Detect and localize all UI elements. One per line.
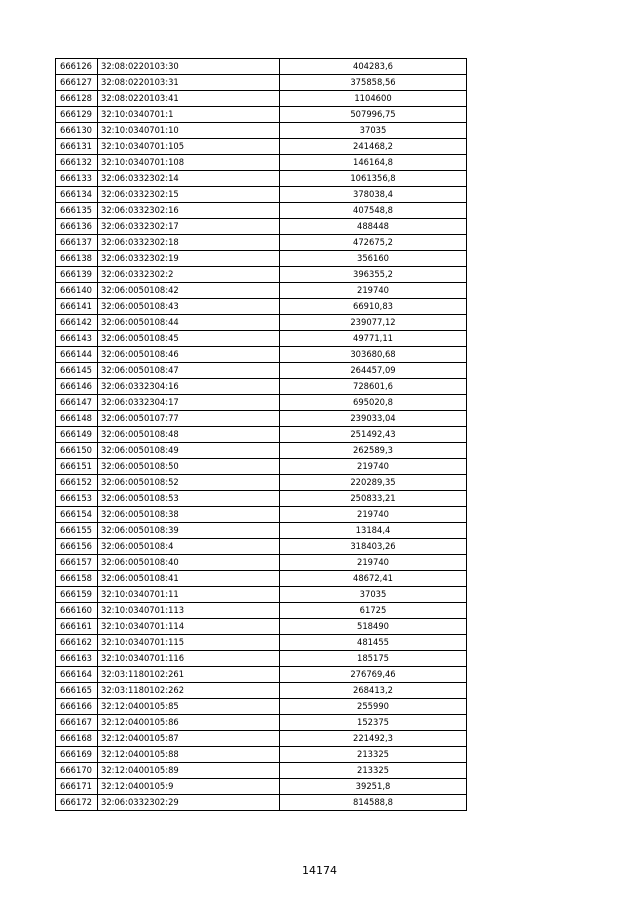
table-row (56, 747, 467, 763)
row-id-cell: 666145 (56, 363, 98, 379)
value-cell: 185175 (280, 651, 467, 667)
cadastral-number-cell: 32:03:1180102:261 (98, 667, 280, 683)
data-table (55, 58, 467, 811)
table-row (56, 299, 467, 315)
table-row (56, 235, 467, 251)
row-id-cell: 666170 (56, 763, 98, 779)
cadastral-number-cell: 32:06:0332302:17 (98, 219, 280, 235)
row-id-cell: 666156 (56, 539, 98, 555)
row-id-cell: 666152 (56, 475, 98, 491)
value-cell: 219740 (280, 555, 467, 571)
value-cell: 518490 (280, 619, 467, 635)
row-id-cell: 666137 (56, 235, 98, 251)
cadastral-number-cell: 32:08:0220103:41 (98, 91, 280, 107)
row-id-cell: 666158 (56, 571, 98, 587)
row-id-cell: 666148 (56, 411, 98, 427)
table-row (56, 619, 467, 635)
table-row (56, 795, 467, 811)
row-id-cell: 666165 (56, 683, 98, 699)
row-id-cell: 666139 (56, 267, 98, 283)
value-cell: 507996,75 (280, 107, 467, 123)
value-cell: 695020,8 (280, 395, 467, 411)
row-id-cell: 666127 (56, 75, 98, 91)
cadastral-number-cell: 32:10:0340701:10 (98, 123, 280, 139)
table-row (56, 171, 467, 187)
row-id-cell: 666144 (56, 347, 98, 363)
row-id-cell: 666163 (56, 651, 98, 667)
value-cell: 219740 (280, 507, 467, 523)
table-row (56, 379, 467, 395)
cadastral-number-cell: 32:10:0340701:115 (98, 635, 280, 651)
value-cell: 239033,04 (280, 411, 467, 427)
table-row (56, 475, 467, 491)
table-row (56, 315, 467, 331)
cadastral-number-cell: 32:06:0332302:16 (98, 203, 280, 219)
cadastral-number-cell: 32:06:0332304:17 (98, 395, 280, 411)
cadastral-number-cell: 32:10:0340701:108 (98, 155, 280, 171)
value-cell: 407548,8 (280, 203, 467, 219)
row-id-cell: 666172 (56, 795, 98, 811)
row-id-cell: 666136 (56, 219, 98, 235)
cadastral-number-cell: 32:06:0050108:47 (98, 363, 280, 379)
row-id-cell: 666133 (56, 171, 98, 187)
value-cell: 251492,43 (280, 427, 467, 443)
cadastral-number-cell: 32:06:0050108:45 (98, 331, 280, 347)
table-row (56, 347, 467, 363)
row-id-cell: 666143 (56, 331, 98, 347)
row-id-cell: 666164 (56, 667, 98, 683)
value-cell: 37035 (280, 123, 467, 139)
table-row (56, 91, 467, 107)
cadastral-number-cell: 32:10:0340701:11 (98, 587, 280, 603)
table-row (56, 715, 467, 731)
cadastral-number-cell: 32:10:0340701:113 (98, 603, 280, 619)
row-id-cell: 666159 (56, 587, 98, 603)
cadastral-number-cell: 32:06:0050108:42 (98, 283, 280, 299)
value-cell: 728601,6 (280, 379, 467, 395)
table-row (56, 411, 467, 427)
table-row (56, 203, 467, 219)
value-cell: 61725 (280, 603, 467, 619)
cadastral-number-cell: 32:08:0220103:30 (98, 59, 280, 75)
value-cell: 1061356,8 (280, 171, 467, 187)
cadastral-number-cell: 32:06:0332302:29 (98, 795, 280, 811)
row-id-cell: 666141 (56, 299, 98, 315)
table-row (56, 459, 467, 475)
cadastral-number-cell: 32:06:0050108:49 (98, 443, 280, 459)
cadastral-number-cell: 32:06:0332302:2 (98, 267, 280, 283)
table-row (56, 699, 467, 715)
value-cell: 39251,8 (280, 779, 467, 795)
row-id-cell: 666130 (56, 123, 98, 139)
value-cell: 303680,68 (280, 347, 467, 363)
table-row (56, 683, 467, 699)
value-cell: 146164,8 (280, 155, 467, 171)
value-cell: 66910,83 (280, 299, 467, 315)
page-number: 14174 (302, 864, 337, 877)
cadastral-number-cell: 32:06:0050108:43 (98, 299, 280, 315)
row-id-cell: 666147 (56, 395, 98, 411)
row-id-cell: 666155 (56, 523, 98, 539)
row-id-cell: 666149 (56, 427, 98, 443)
row-id-cell: 666140 (56, 283, 98, 299)
cadastral-number-cell: 32:06:0050108:52 (98, 475, 280, 491)
table-row (56, 75, 467, 91)
table-row (56, 107, 467, 123)
cadastral-number-cell: 32:06:0332302:15 (98, 187, 280, 203)
row-id-cell: 666153 (56, 491, 98, 507)
table-row (56, 395, 467, 411)
cadastral-number-cell: 32:10:0340701:105 (98, 139, 280, 155)
cadastral-number-cell: 32:08:0220103:31 (98, 75, 280, 91)
cadastral-number-cell: 32:06:0050108:46 (98, 347, 280, 363)
row-id-cell: 666131 (56, 139, 98, 155)
row-id-cell: 666135 (56, 203, 98, 219)
row-id-cell: 666169 (56, 747, 98, 763)
table-row (56, 123, 467, 139)
table-row (56, 763, 467, 779)
row-id-cell: 666166 (56, 699, 98, 715)
value-cell: 481455 (280, 635, 467, 651)
table-row (56, 779, 467, 795)
cadastral-number-cell: 32:10:0340701:114 (98, 619, 280, 635)
table-row (56, 667, 467, 683)
value-cell: 318403,26 (280, 539, 467, 555)
cadastral-number-cell: 32:12:0400105:86 (98, 715, 280, 731)
table-row (56, 187, 467, 203)
table-row (56, 427, 467, 443)
row-id-cell: 666151 (56, 459, 98, 475)
value-cell: 375858,56 (280, 75, 467, 91)
value-cell: 219740 (280, 283, 467, 299)
cadastral-number-cell: 32:12:0400105:85 (98, 699, 280, 715)
table-row (56, 587, 467, 603)
cadastral-number-cell: 32:06:0332302:19 (98, 251, 280, 267)
value-cell: 13184,4 (280, 523, 467, 539)
table-row (56, 523, 467, 539)
cadastral-number-cell: 32:03:1180102:262 (98, 683, 280, 699)
value-cell: 49771,11 (280, 331, 467, 347)
table-body (56, 59, 467, 811)
value-cell: 396355,2 (280, 267, 467, 283)
table-row (56, 219, 467, 235)
row-id-cell: 666142 (56, 315, 98, 331)
table-row (56, 331, 467, 347)
value-cell: 268413,2 (280, 683, 467, 699)
table-row (56, 555, 467, 571)
value-cell: 404283,6 (280, 59, 467, 75)
table-row (56, 571, 467, 587)
value-cell: 378038,4 (280, 187, 467, 203)
table-row (56, 731, 467, 747)
value-cell: 37035 (280, 587, 467, 603)
cadastral-number-cell: 32:06:0050107:77 (98, 411, 280, 427)
cadastral-number-cell: 32:06:0050108:50 (98, 459, 280, 475)
cadastral-number-cell: 32:10:0340701:1 (98, 107, 280, 123)
table-row (56, 539, 467, 555)
cadastral-number-cell: 32:06:0050108:38 (98, 507, 280, 523)
row-id-cell: 666132 (56, 155, 98, 171)
row-id-cell: 666126 (56, 59, 98, 75)
cadastral-number-cell: 32:12:0400105:9 (98, 779, 280, 795)
table-row (56, 283, 467, 299)
value-cell: 356160 (280, 251, 467, 267)
row-id-cell: 666129 (56, 107, 98, 123)
cadastral-number-cell: 32:06:0050108:53 (98, 491, 280, 507)
cadastral-number-cell: 32:10:0340701:116 (98, 651, 280, 667)
row-id-cell: 666171 (56, 779, 98, 795)
table-row (56, 443, 467, 459)
cadastral-number-cell: 32:06:0050108:40 (98, 555, 280, 571)
value-cell: 1104600 (280, 91, 467, 107)
row-id-cell: 666157 (56, 555, 98, 571)
cadastral-number-cell: 32:06:0050108:44 (98, 315, 280, 331)
value-cell: 264457,09 (280, 363, 467, 379)
value-cell: 472675,2 (280, 235, 467, 251)
cadastral-number-cell: 32:06:0332302:18 (98, 235, 280, 251)
table-row (56, 603, 467, 619)
value-cell: 250833,21 (280, 491, 467, 507)
row-id-cell: 666161 (56, 619, 98, 635)
value-cell: 48672,41 (280, 571, 467, 587)
row-id-cell: 666128 (56, 91, 98, 107)
row-id-cell: 666134 (56, 187, 98, 203)
cadastral-number-cell: 32:06:0050108:41 (98, 571, 280, 587)
table-row (56, 491, 467, 507)
table-row (56, 363, 467, 379)
value-cell: 213325 (280, 747, 467, 763)
value-cell: 221492,3 (280, 731, 467, 747)
row-id-cell: 666168 (56, 731, 98, 747)
cadastral-number-cell: 32:12:0400105:87 (98, 731, 280, 747)
table-row (56, 251, 467, 267)
row-id-cell: 666162 (56, 635, 98, 651)
value-cell: 239077,12 (280, 315, 467, 331)
value-cell: 276769,46 (280, 667, 467, 683)
value-cell: 220289,35 (280, 475, 467, 491)
cadastral-number-cell: 32:06:0332302:14 (98, 171, 280, 187)
table-row (56, 635, 467, 651)
value-cell: 213325 (280, 763, 467, 779)
table-row (56, 507, 467, 523)
row-id-cell: 666167 (56, 715, 98, 731)
table-row (56, 59, 467, 75)
value-cell: 488448 (280, 219, 467, 235)
table-row (56, 267, 467, 283)
cadastral-number-cell: 32:12:0400105:88 (98, 747, 280, 763)
row-id-cell: 666138 (56, 251, 98, 267)
value-cell: 262589,3 (280, 443, 467, 459)
row-id-cell: 666150 (56, 443, 98, 459)
cadastral-number-cell: 32:06:0050108:4 (98, 539, 280, 555)
value-cell: 255990 (280, 699, 467, 715)
value-cell: 241468,2 (280, 139, 467, 155)
cadastral-number-cell: 32:06:0050108:48 (98, 427, 280, 443)
table-row (56, 651, 467, 667)
cadastral-number-cell: 32:12:0400105:89 (98, 763, 280, 779)
cadastral-number-cell: 32:06:0050108:39 (98, 523, 280, 539)
value-cell: 814588,8 (280, 795, 467, 811)
row-id-cell: 666146 (56, 379, 98, 395)
table-row (56, 155, 467, 171)
table-row (56, 139, 467, 155)
cadastral-number-cell: 32:06:0332304:16 (98, 379, 280, 395)
row-id-cell: 666160 (56, 603, 98, 619)
row-id-cell: 666154 (56, 507, 98, 523)
value-cell: 152375 (280, 715, 467, 731)
value-cell: 219740 (280, 459, 467, 475)
